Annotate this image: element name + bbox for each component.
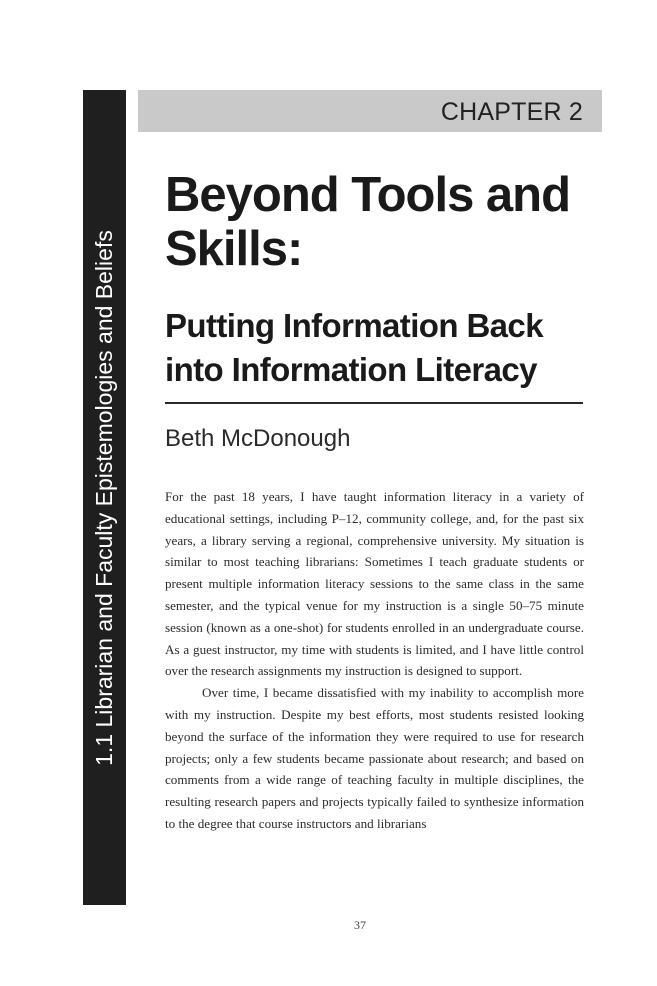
chapter-label: CHAPTER 2 bbox=[440, 98, 583, 126]
page-number: 37 bbox=[354, 918, 366, 932]
section-side-tab-label: 1.1 Librarian and Faculty Epistemologies and Beliefs bbox=[91, 230, 117, 766]
chapter-title: Beyond Tools and Skills: bbox=[165, 168, 571, 276]
body-text bbox=[165, 486, 584, 835]
title-divider bbox=[165, 402, 583, 404]
chapter-subtitle: Putting Information Back into Information Literacy bbox=[165, 307, 543, 388]
body-paragraph: For the past 18 years, I have taught information literacy in a variety of educational settings, including P–12, community college, and, for the past six years, a library serving a regional, comprehensive university. My situation is similar to most teaching librarians: Sometimes I teach graduate students or present multiple information literacy sessions to the same class in the same semester, and the typical venue for my instruction is a single 50–75 minute session (known as a one-shot) for students enrolled in an undergraduate course. As a guest instructor, my time with students is limited, and I have little control over the research assignments my instruction is designed to support. bbox=[165, 489, 584, 679]
section-side-tab bbox=[83, 90, 126, 905]
author-name: Beth McDonough bbox=[165, 425, 351, 452]
body-paragraph: Over time, I became dissatisfied with my inability to accomplish more with my instruction. Despite my best efforts, most students resisted looking beyond the surface of the information they were required to use for research projects; only a few students became passionate about research; and based on comments from a wide range of teaching faculty in multiple disciplines, the resulting research papers and projects typically failed to synthesize information to the degree that course instructors and librarians bbox=[165, 685, 584, 831]
chapter-header-bar bbox=[138, 90, 602, 132]
